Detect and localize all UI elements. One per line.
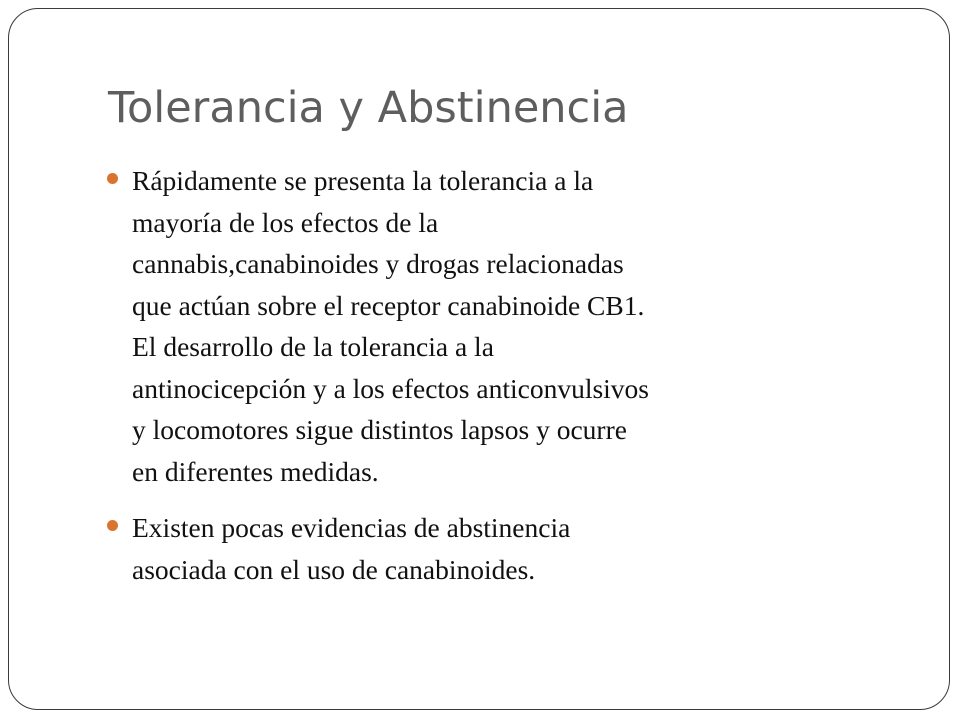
bullet-line: que actúan sobre el receptor canabinoide CB1. bbox=[132, 289, 645, 321]
bullet-item-abstinencia bbox=[132, 507, 752, 590]
bullet-line: mayoría de los efectos de la bbox=[132, 206, 439, 238]
bullet-line: Rápidamente se presenta la tolerancia a la bbox=[132, 165, 594, 196]
slide-title: Tolerancia y Abstinencia bbox=[108, 83, 629, 133]
bullet-line: y locomotores sigue distintos lapsos y ocurre bbox=[132, 414, 627, 445]
bullet-line: antinocicepción y a los efectos anticonvulsivos bbox=[132, 372, 650, 404]
bullet-item-tolerancia bbox=[132, 160, 752, 492]
bullet-dot-icon bbox=[107, 173, 118, 184]
bullet-line: Existen pocas evidencias de abstinencia bbox=[132, 512, 571, 543]
bullet-line: en diferentes medidas. bbox=[132, 455, 379, 487]
bullet-list bbox=[132, 160, 752, 605]
bullet-dot-icon bbox=[107, 520, 118, 531]
bullet-line: cannabis,canabinoides y drogas relacionadas bbox=[132, 248, 624, 279]
bullet-line: El desarrollo de la tolerancia a la bbox=[132, 331, 494, 362]
bullet-line: asociada con el uso de canabinoides. bbox=[132, 553, 536, 585]
